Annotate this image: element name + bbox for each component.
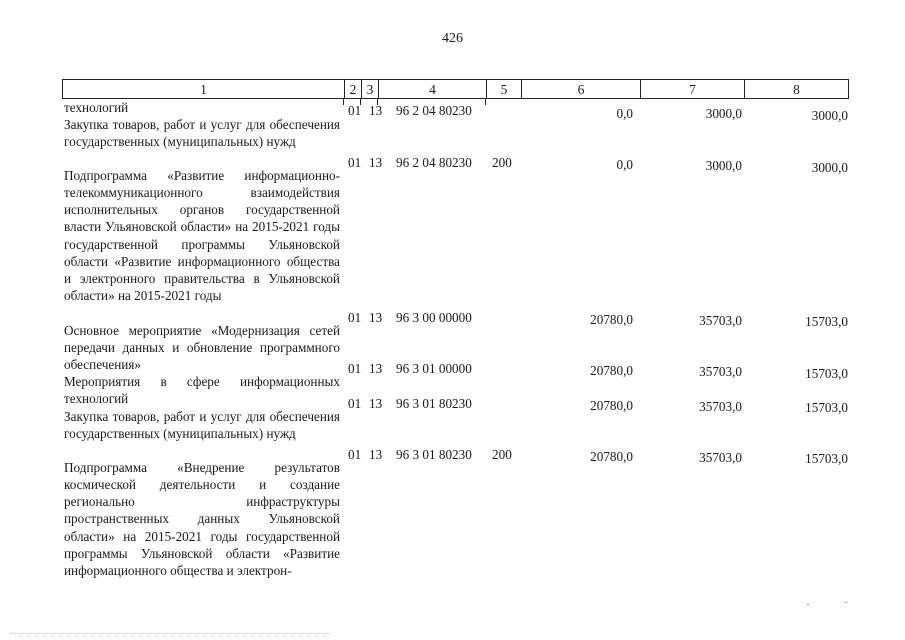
header-col-1: 1: [63, 80, 345, 98]
cell-csr: 96 3 01 80230: [396, 396, 472, 411]
cell-csr: 96 2 04 80230: [396, 155, 472, 170]
cell-col6: 20780,0: [590, 449, 633, 464]
cell-pr: 13: [369, 103, 383, 118]
cell-vr: 200: [492, 155, 512, 170]
cell-csr: 96 3 00 00000: [396, 310, 472, 325]
cell-col7: 3000,0: [705, 158, 742, 173]
description-main-measure: Основное мероприятие «Модернизация сетей передачи данных и обновление программного обеспечения»: [64, 323, 340, 373]
cell-csr: 96 2 04 80230: [396, 103, 472, 118]
scan-speck: [845, 602, 847, 603]
cell-col7: 35703,0: [699, 313, 742, 328]
cell-col6: 0,0: [616, 106, 633, 121]
cell-col7: 35703,0: [699, 399, 742, 414]
header-col-3: 3: [362, 80, 379, 98]
header-col-8: 8: [793, 82, 800, 97]
header-col-7: 7: [641, 80, 745, 98]
cell-col8: 15703,0: [805, 400, 848, 415]
cell-rz: 01: [348, 155, 362, 170]
description-subprogram-space: Подпрограмма «Внедрение результатов космической деятельности и создание регионально инфраструктуры пространственных данных Ульяновской области» на 2015-2021 годы государственной программы Ульяновской области «Развитие информационного общества и электрон-: [64, 460, 340, 578]
cell-pr: 13: [369, 310, 383, 325]
cell-col8: 15703,0: [805, 451, 848, 466]
column-divider: [343, 99, 344, 105]
description-purchase: Закупка товаров, работ и услуг для обеспечения государственных (муниципальных) нужд: [64, 117, 340, 150]
cell-pr: 13: [369, 361, 383, 376]
cell-pr: 13: [369, 396, 383, 411]
cell-col6: 20780,0: [590, 398, 633, 413]
cell-csr: 96 3 01 00000: [396, 361, 472, 376]
description-subprogram-ikt: Подпрограмма «Развитие информационно-телекоммуникационного взаимодействия исполнительных органов государственной власти Ульяновской области» на 2015-2021 годы государственной программы Ульяновской области «Развитие информационного общества и электронного правительства в Ульяновской области» на 2015-2021 годы: [64, 168, 340, 304]
header-col-2: 2: [345, 80, 362, 98]
cell-rz: 01: [348, 396, 362, 411]
text-line: технологий: [64, 100, 129, 115]
cell-col7: 35703,0: [699, 364, 742, 379]
cell-col7: 3000,0: [705, 106, 742, 121]
cell-col6: 20780,0: [590, 312, 633, 327]
description-it-measures: Мероприятия в сфере информационных технологий: [64, 374, 340, 407]
header-col-4: 4: [379, 80, 487, 98]
cell-pr: 13: [369, 155, 383, 170]
cell-col8: 3000,0: [811, 108, 848, 123]
cell-col6: 20780,0: [590, 363, 633, 378]
table-header: [62, 79, 849, 99]
cell-col8: 15703,0: [805, 314, 848, 329]
scan-speck: [807, 604, 809, 605]
header-col-6: 6: [522, 80, 641, 98]
header-col-5: 5: [487, 80, 522, 98]
cell-rz: 01: [348, 447, 362, 462]
cell-rz: 01: [348, 103, 362, 118]
cell-col7: 35703,0: [699, 450, 742, 465]
page-number: 426: [442, 31, 463, 46]
description-purchase: Закупка товаров, работ и услуг для обеспечения государственных (муниципальных) нужд: [64, 409, 340, 442]
cell-col6: 0,0: [616, 157, 633, 172]
cell-rz: 01: [348, 310, 362, 325]
cell-col8: 3000,0: [811, 160, 848, 175]
scan-artifact: [10, 633, 330, 636]
cell-csr: 96 3 01 80230: [396, 447, 472, 462]
column-divider: [485, 99, 486, 105]
cell-rz: 01: [348, 361, 362, 376]
cell-vr: 200: [492, 447, 512, 462]
cell-pr: 13: [369, 447, 383, 462]
cell-col8: 15703,0: [805, 366, 848, 381]
